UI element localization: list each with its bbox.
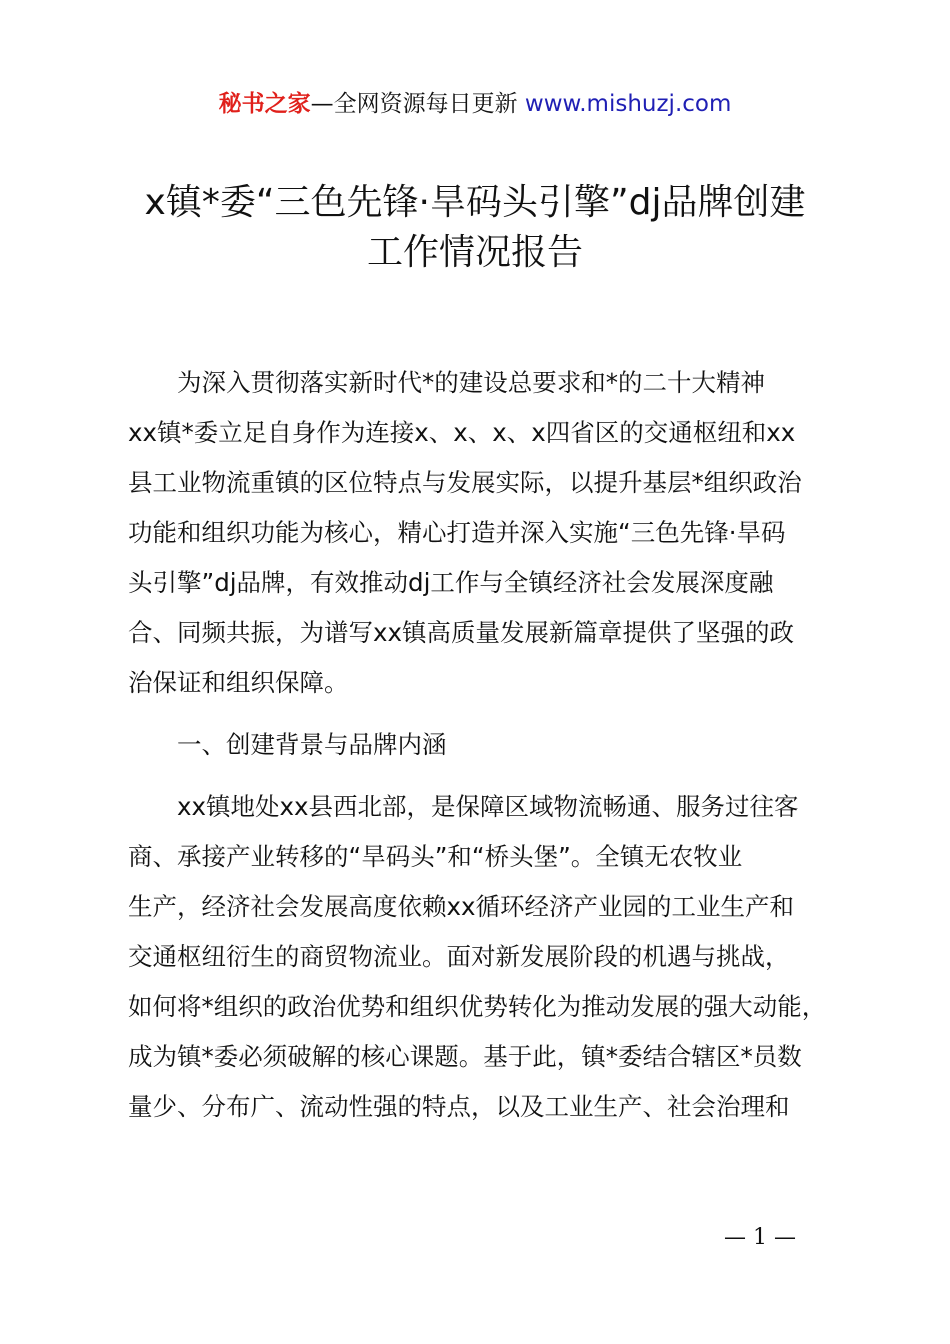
section-heading-text: 一、创建背景与品牌内涵 bbox=[177, 730, 447, 759]
intro-paragraph bbox=[128, 358, 834, 708]
background-line: 商、承接产业转移的“旱码头”和“桥头堡”。全镇无农牧业 bbox=[128, 842, 743, 871]
title-line-1: x镇*委“三色先锋·旱码头引擎”dj品牌创建 bbox=[144, 182, 806, 223]
background-line: 成为镇*委必须破解的核心课题。基于此，镇*委结合辖区*员数 bbox=[128, 1042, 802, 1071]
background-paragraph bbox=[128, 782, 834, 1132]
background-line: 交通枢纽衍生的商贸物流业。面对新发展阶段的机遇与挑战， bbox=[128, 942, 790, 971]
section-heading bbox=[128, 720, 834, 770]
intro-line: 治保证和组织保障。 bbox=[128, 668, 349, 697]
intro-line: 合、同频共振，为谱写xx镇高质量发展新篇章提供了坚强的政 bbox=[128, 618, 794, 647]
site-slogan: —全网资源每日更新 bbox=[310, 91, 525, 117]
document-title bbox=[60, 178, 890, 278]
background-line: 如何将*组织的政治优势和组织优势转化为推动发展的强大动能， bbox=[128, 992, 827, 1021]
page-number: — 1 — bbox=[724, 1225, 796, 1250]
intro-line: 为深入贯彻落实新时代*的建设总要求和*的二十大精神 bbox=[177, 368, 765, 397]
document-body bbox=[128, 358, 834, 1132]
intro-line: 功能和组织功能为核心，精心打造并深入实施“三色先锋·旱码 bbox=[128, 518, 786, 547]
intro-line: 县工业物流重镇的区位特点与发展实际，以提升基层*组织政治 bbox=[128, 468, 802, 497]
background-line: 量少、分布广、流动性强的特点，以及工业生产、社会治理和 bbox=[128, 1092, 790, 1121]
intro-line: xx镇*委立足自身作为连接x、x、x、x四省区的交通枢纽和xx bbox=[128, 418, 796, 447]
site-watermark-header bbox=[0, 88, 950, 120]
background-line: 生产，经济社会发展高度依赖xx循环经济产业园的工业生产和 bbox=[128, 892, 794, 921]
title-line-2: 工作情况报告 bbox=[366, 232, 583, 273]
paragraph-spacer bbox=[128, 708, 834, 720]
paragraph-spacer bbox=[128, 770, 834, 782]
site-brand: 秘书之家 bbox=[218, 91, 311, 117]
site-url: www.mishuzj.com bbox=[524, 91, 732, 117]
background-line: xx镇地处xx县西北部，是保障区域物流畅通、服务过往客 bbox=[177, 792, 799, 821]
intro-line: 头引擎”dj品牌，有效推动dj工作与全镇经济社会发展深度融 bbox=[128, 568, 774, 597]
